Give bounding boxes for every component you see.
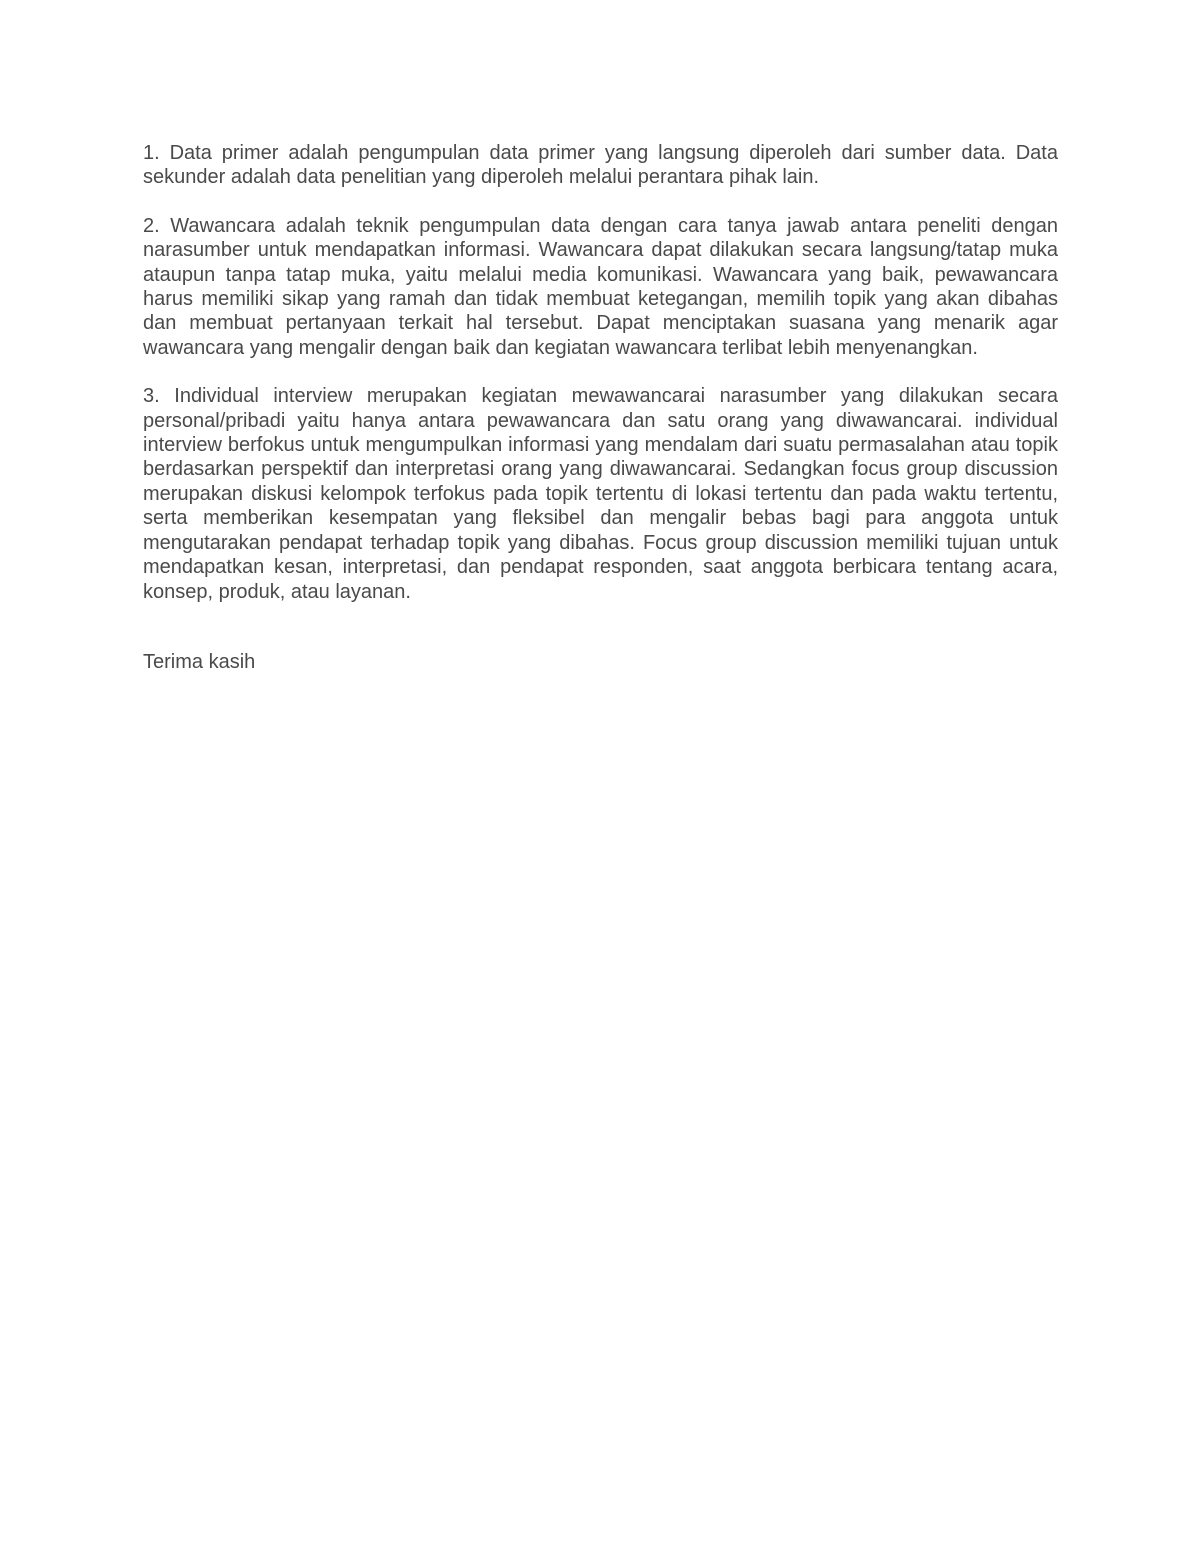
paragraph-2: 2. Wawancara adalah teknik pengumpulan data dengan cara tanya jawab antara peneliti dengan narasumber untuk mendapatkan informasi. Wawancara dapat dilakukan secara langsung/tatap muka ataupun tanpa tatap muka, yaitu melalui media komunikasi. Wawancara yang baik, pewawancara harus memiliki sikap yang ramah dan tidak membuat ketegangan, memilih topik yang akan dibahas dan membuat pertanyaan terkait hal tersebut. Dapat menciptakan suasana yang menarik agar wawancara yang mengalir dengan baik dan kegiatan wawancara terlibat lebih menyenangkan. (143, 214, 1058, 359)
closing-text: Terima kasih (143, 650, 256, 673)
paragraph-1: 1. Data primer adalah pengumpulan data primer yang langsung diperoleh dari sumber data. Data sekunder adalah data penelitian yang diperoleh melalui perantara pihak lain. (143, 142, 1058, 189)
document-body (143, 141, 1058, 694)
paragraph-3: 3. Individual interview merupakan kegiatan mewawancarai narasumber yang dilakukan secara personal/pribadi yaitu hanya antara pewawancara dan satu orang yang diwawancarai. individual interview berfokus untuk mengumpulkan informasi yang mendalam dari suatu permasalahan atau topik berdasarkan perspektif dan interpretasi orang yang diwawancarai. Sedangkan focus group discussion merupakan diskusi kelompok terfokus pada topik tertentu di lokasi tertentu dan pada waktu tertentu, serta memberikan kesempatan yang fleksibel dan mengalir bebas bagi para anggota untuk mengutarakan pendapat terhadap topik yang dibahas. Focus group discussion memiliki tujuan untuk mendapatkan kesan, interpretasi, dan pendapat responden, saat anggota berbicara tentang acara, konsep, produk, atau layanan. (143, 385, 1058, 603)
